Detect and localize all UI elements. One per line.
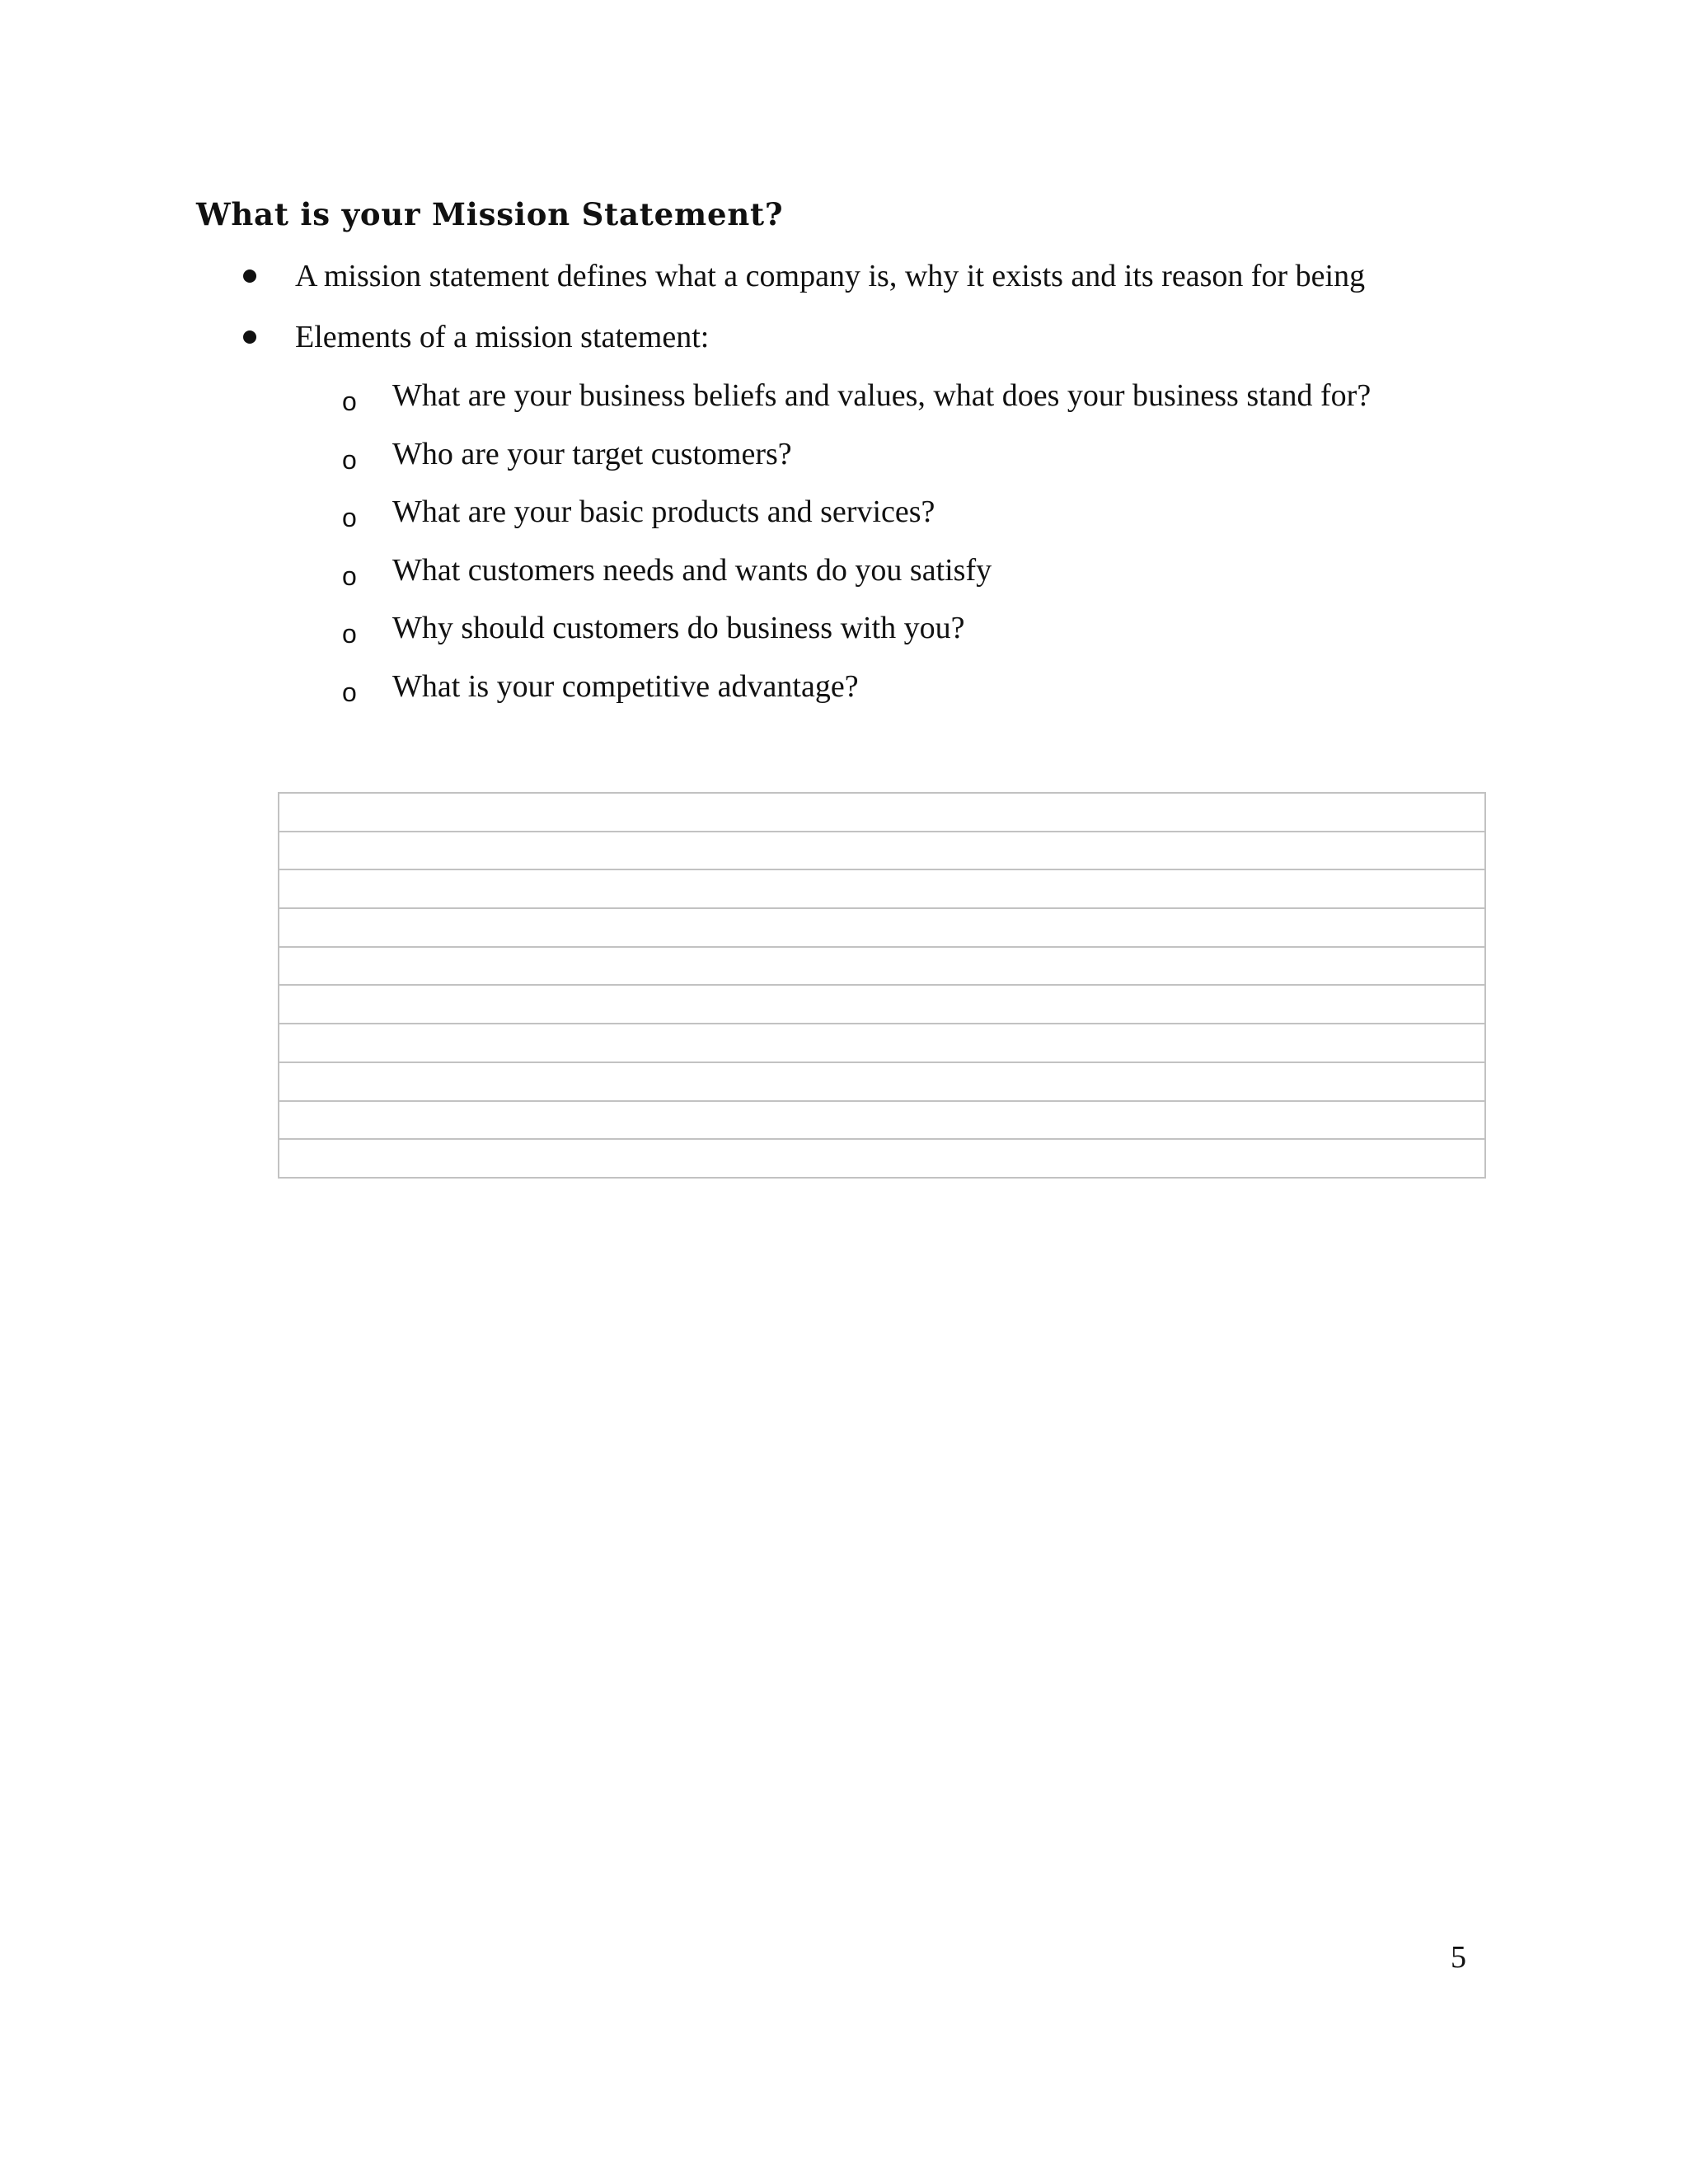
sub-item-text: Why should customers do business with you? bbox=[392, 611, 965, 645]
bullet-text: Elements of a mission statement: bbox=[295, 320, 710, 354]
sub-list-item bbox=[0, 428, 1688, 486]
sub-item-text: What customers needs and wants do you satisfy bbox=[392, 552, 992, 588]
sub-list-item bbox=[0, 485, 1688, 544]
writing-line[interactable] bbox=[279, 909, 1484, 948]
writing-line[interactable] bbox=[279, 1102, 1484, 1141]
sub-list-item bbox=[0, 660, 1688, 719]
circle-bullet-icon: o bbox=[342, 387, 357, 416]
bullet-text: A mission statement defines what a company is, why it exists and its reason for being bbox=[295, 259, 1366, 293]
circle-bullet-icon: o bbox=[342, 503, 357, 532]
circle-bullet-icon: o bbox=[342, 619, 357, 649]
sub-item-text: What is your competitive advantage? bbox=[392, 668, 859, 704]
bullet-icon bbox=[243, 330, 256, 344]
writing-line[interactable] bbox=[279, 1063, 1484, 1102]
writing-line[interactable] bbox=[279, 832, 1484, 871]
writing-line[interactable] bbox=[279, 870, 1484, 909]
list-item bbox=[0, 247, 1688, 308]
circle-bullet-icon: o bbox=[342, 444, 357, 475]
writing-line[interactable] bbox=[279, 1024, 1484, 1063]
bullet-icon bbox=[243, 269, 256, 283]
sub-bullet-list bbox=[0, 369, 1688, 718]
page-number: 5 bbox=[1451, 1940, 1466, 1975]
sub-list-item bbox=[0, 602, 1688, 660]
circle-bullet-icon: o bbox=[342, 560, 357, 591]
sub-item-text: What are your basic products and services? bbox=[392, 494, 935, 529]
writing-line[interactable] bbox=[279, 948, 1484, 987]
section-heading: What is your Mission Statement? bbox=[196, 196, 784, 232]
list-item bbox=[0, 308, 1688, 369]
circle-bullet-icon: o bbox=[342, 677, 357, 707]
sub-list-item bbox=[0, 544, 1688, 602]
writing-area-box[interactable] bbox=[278, 792, 1486, 1179]
sub-list-item bbox=[0, 369, 1688, 428]
writing-line[interactable] bbox=[279, 794, 1484, 832]
sub-item-text: Who are your target customers? bbox=[392, 436, 792, 471]
writing-line[interactable] bbox=[279, 1140, 1484, 1179]
sub-item-text: What are your business beliefs and values, what does your business stand for? bbox=[392, 378, 1372, 413]
writing-line[interactable] bbox=[279, 986, 1484, 1024]
bullet-list bbox=[0, 247, 1688, 369]
